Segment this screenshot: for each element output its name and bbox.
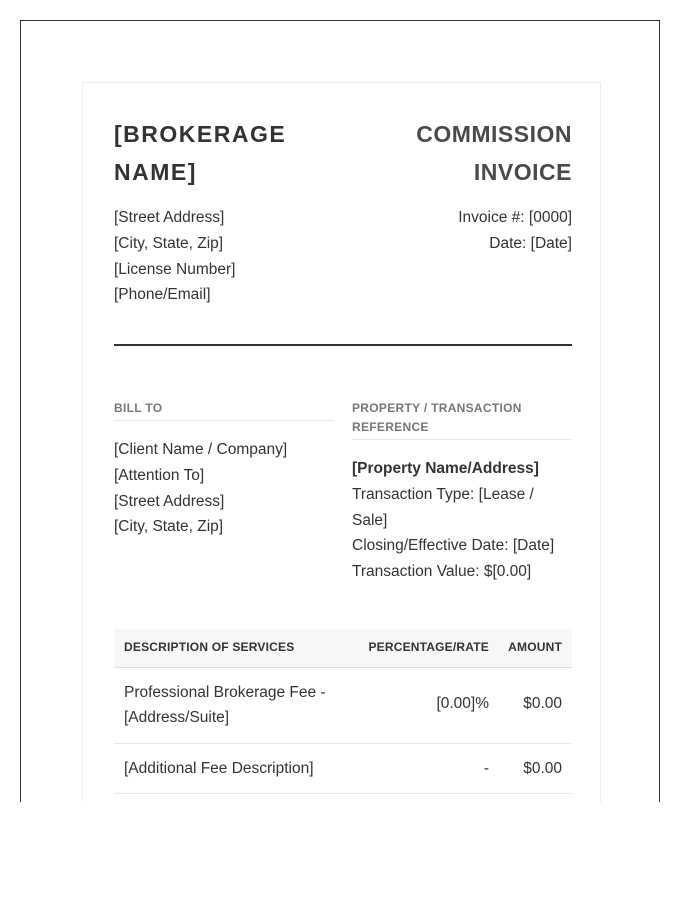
invoice-date: Date: [Date] — [489, 234, 572, 252]
brokerage-city: [City, State, Zip] — [114, 234, 224, 252]
row-description: Professional Brokerage Fee - [Address/Suite] — [124, 684, 326, 726]
row-amount: $0.00 — [523, 695, 562, 712]
brokerage-name: [BROKERAGE NAME] — [114, 121, 287, 185]
invoice-title: COMMISSION INVOICE — [416, 121, 572, 185]
invoice-number: Invoice #: [0000] — [458, 209, 572, 226]
row-rate: [0.00]% — [436, 695, 489, 712]
property-name: [Property Name/Address] — [352, 460, 539, 477]
transaction-value: Transaction Value: $[0.00] — [352, 563, 532, 581]
invoice-header — [114, 83, 572, 345]
bill-to-city: [City, State, Zip] — [114, 518, 224, 536]
bill-to-street: [Street Address] — [114, 492, 225, 510]
transaction-type: Transaction Type: [Lease / Sale] — [352, 485, 534, 529]
property-column — [352, 399, 572, 585]
bill-to-column — [114, 399, 334, 540]
table-row — [114, 744, 572, 794]
closing-date: Closing/Effective Date: [Date] — [352, 537, 555, 555]
info-section — [114, 345, 572, 625]
row-description: [Additional Fee Description] — [124, 760, 314, 777]
table-header — [114, 629, 572, 668]
row-amount: $0.00 — [523, 760, 562, 777]
bill-to-body — [114, 437, 334, 540]
brokerage-contact: [Phone/Email] — [114, 286, 211, 304]
property-body — [352, 456, 572, 585]
bill-to-client: [Client Name / Company] — [114, 441, 288, 458]
bill-to-attention: [Attention To] — [114, 466, 205, 484]
invoice-meta — [458, 205, 572, 257]
brokerage-details — [114, 205, 235, 308]
table-row — [114, 668, 572, 744]
property-heading: PROPERTY / TRANSACTION REFERENCE — [352, 399, 572, 440]
services-table — [114, 629, 572, 794]
brokerage-street: [Street Address] — [114, 209, 225, 226]
header-description: DESCRIPTION OF SERVICES — [124, 640, 295, 654]
brokerage-license: [License Number] — [114, 260, 236, 278]
invoice-card — [82, 82, 601, 802]
header-rate: PERCENTAGE/RATE — [368, 640, 489, 654]
row-rate: - — [483, 760, 489, 777]
header-amount: AMOUNT — [508, 640, 562, 654]
bill-to-heading: BILL TO — [114, 399, 334, 421]
invoice-page — [20, 20, 660, 802]
invoice-content — [114, 83, 572, 777]
